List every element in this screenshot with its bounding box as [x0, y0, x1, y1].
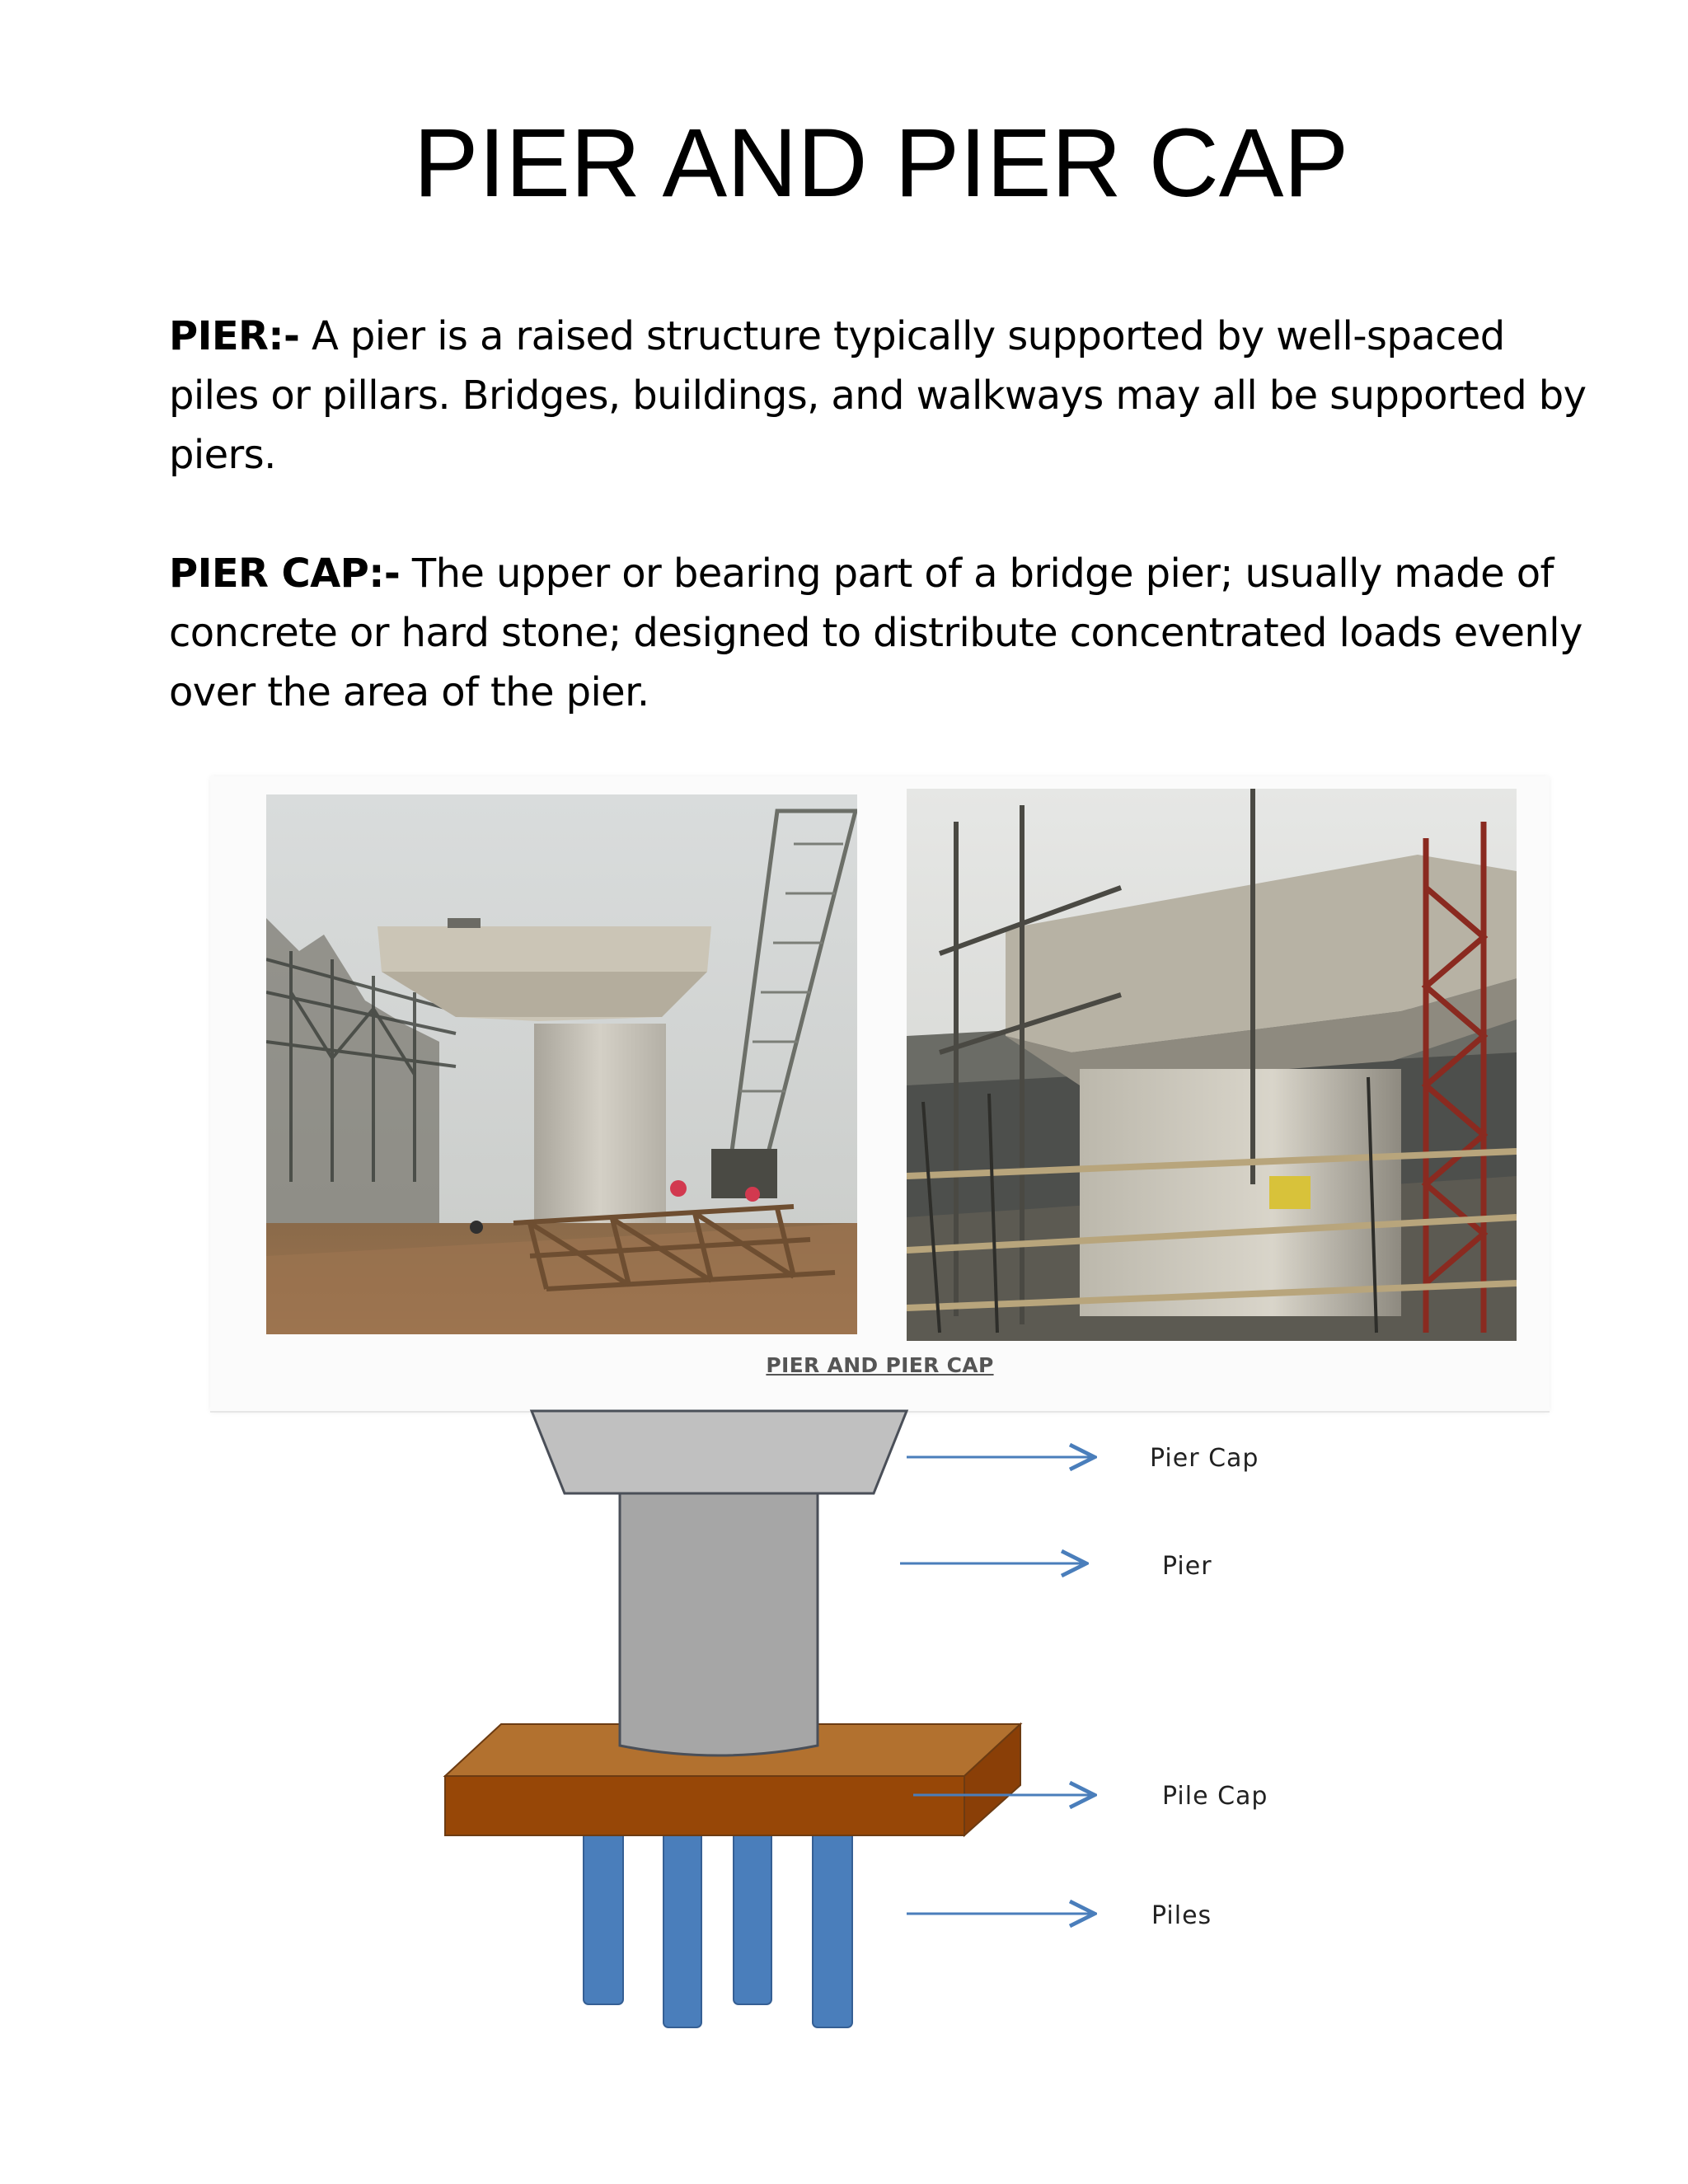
pier-definition — [169, 307, 1587, 485]
pier-definition-text: A pier is a raised structure typically supported by well-spaced piles or pillars. Bridges, buildings, and walkways may all be supported by piers. — [169, 313, 1587, 478]
pier-term: PIER:- — [169, 313, 300, 359]
pile-2 — [663, 1830, 701, 2027]
page-title: PIER AND PIER CAP — [413, 109, 1349, 218]
pier-label: Pier — [1162, 1552, 1212, 1581]
pier-cap-scaffolding-photo — [907, 789, 1517, 1341]
pile-cap-label: Pile Cap — [1162, 1782, 1268, 1811]
pier-cap-definition — [169, 544, 1587, 722]
pile-1 — [584, 1830, 623, 2004]
pier-cap-scaffolding-photo-image — [907, 789, 1517, 1341]
pier-structure-diagram — [412, 1401, 1360, 2044]
pier-cap-definition-text: The upper or bearing part of a bridge pier; usually made of concrete or hard stone; designed to distribute concentrated loads evenly over the area of the pier. — [169, 551, 1582, 715]
pier-column — [620, 1492, 818, 1755]
pier-cap-label: Pier Cap — [1150, 1444, 1259, 1473]
pier-construction-photo — [266, 794, 857, 1334]
figure-caption: PIER AND PIER CAP — [766, 1353, 994, 1377]
pile-3 — [734, 1830, 771, 2004]
pier-cap-term: PIER CAP:- — [169, 551, 401, 597]
pier-construction-photo-image — [266, 794, 857, 1334]
pile-cap-front-face — [445, 1776, 964, 1835]
piles-label: Piles — [1151, 1901, 1212, 1930]
pier-cap-shape — [532, 1411, 907, 1493]
pile-4 — [813, 1830, 852, 2027]
photo-panel — [210, 776, 1550, 1413]
